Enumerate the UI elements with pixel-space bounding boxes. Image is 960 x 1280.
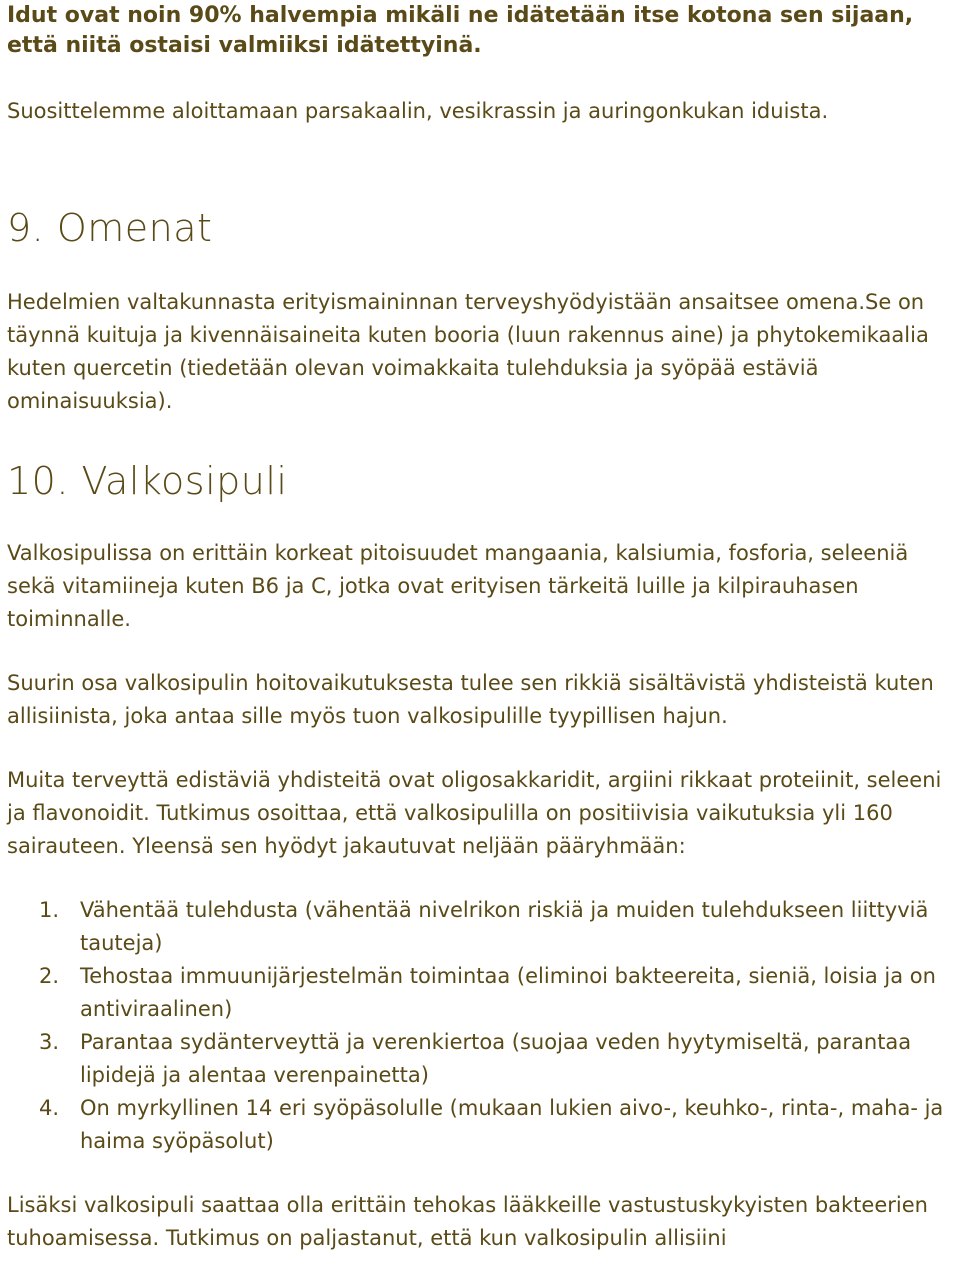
benefits-list [7, 894, 955, 1158]
list-number: 3. [39, 1030, 60, 1054]
garlic-paragraph-2: Suurin osa valkosipulin hoitovaikutuksesta tulee sen rikkiä sisältävistä yhdisteistä kuten allisiinista, joka antaa sille myös tuon valkosipulille tyypillisen hajun. [7, 671, 934, 728]
list-item [7, 1026, 955, 1092]
garlic-paragraph-1: Valkosipulissa on erittäin korkeat pitoisuudet mangaania, kalsiumia, fosforia, seleeniä sekä vitamiineja kuten B6 ja C, jotka ovat erityisen tärkeitä luille ja kilpirauhasen toiminnalle. [7, 541, 909, 631]
list-text: Vähentää tulehdusta (vähentää nivelrikon riskiä ja muiden tulehdukseen liittyviä tauteja) [80, 898, 929, 955]
intro-paragraph: Suosittelemme aloittamaan parsakaalin, vesikrassin ja auringonkukan iduista. [7, 99, 829, 123]
list-number: 2. [39, 964, 60, 988]
list-item [7, 1092, 955, 1158]
section-heading-garlic: 10. Valkosipuli [7, 459, 288, 503]
article [7, 0, 955, 1255]
intro-bold-text: Idut ovat noin 90% halvempia mikäli ne idätetään itse kotona sen sijaan, että niitä ostaisi valmiiksi idätettyinä. [7, 3, 914, 58]
list-text: On myrkyllinen 14 eri syöpäsolulle (mukaan lukien aivo-, keuhko-, rinta-, maha- ja haima syöpäsolut) [80, 1096, 944, 1153]
section-heading-apples: 9. Omenat [7, 206, 213, 250]
list-text: Parantaa sydänterveyttä ja verenkiertoa (suojaa veden hyytymiseltä, parantaa lipidejä ja alentaa verenpainetta) [80, 1030, 912, 1087]
list-item [7, 894, 955, 960]
list-item [7, 960, 955, 1026]
garlic-paragraph-4: Lisäksi valkosipuli saattaa olla erittäin tehokas lääkkeille vastustuskykyisten bakteerien tuhoamisessa. Tutkimus on paljastanut, että kun valkosipulin allisiini [7, 1193, 928, 1250]
garlic-paragraph-3: Muita terveyttä edistäviä yhdisteitä ovat oligosakkaridit, argiini rikkaat proteiinit, seleeni ja flavonoidit. Tutkimus osoittaa, että valkosipulilla on positiivisia vaikutuksia yli 160 sairauteen. Yleensä sen hyödyt jakautuvat neljään pääryhmään: [7, 768, 942, 858]
apples-paragraph: Hedelmien valtakunnasta erityismaininnan terveyshyödyistään ansaitsee omena.Se on täynnä kuituja ja kivennäisaineita kuten booria (luun rakennus aine) ja phytokemikaalia kuten quercetin (tiedetään olevan voimakkaita tulehduksia ja syöpää estäviä ominaisuuksia). [7, 290, 929, 413]
list-text: Tehostaa immuunijärjestelmän toimintaa (eliminoi bakteereita, sieniä, loisia ja on antiviraalinen) [80, 964, 936, 1021]
list-number: 1. [39, 898, 60, 922]
list-number: 4. [39, 1096, 60, 1120]
